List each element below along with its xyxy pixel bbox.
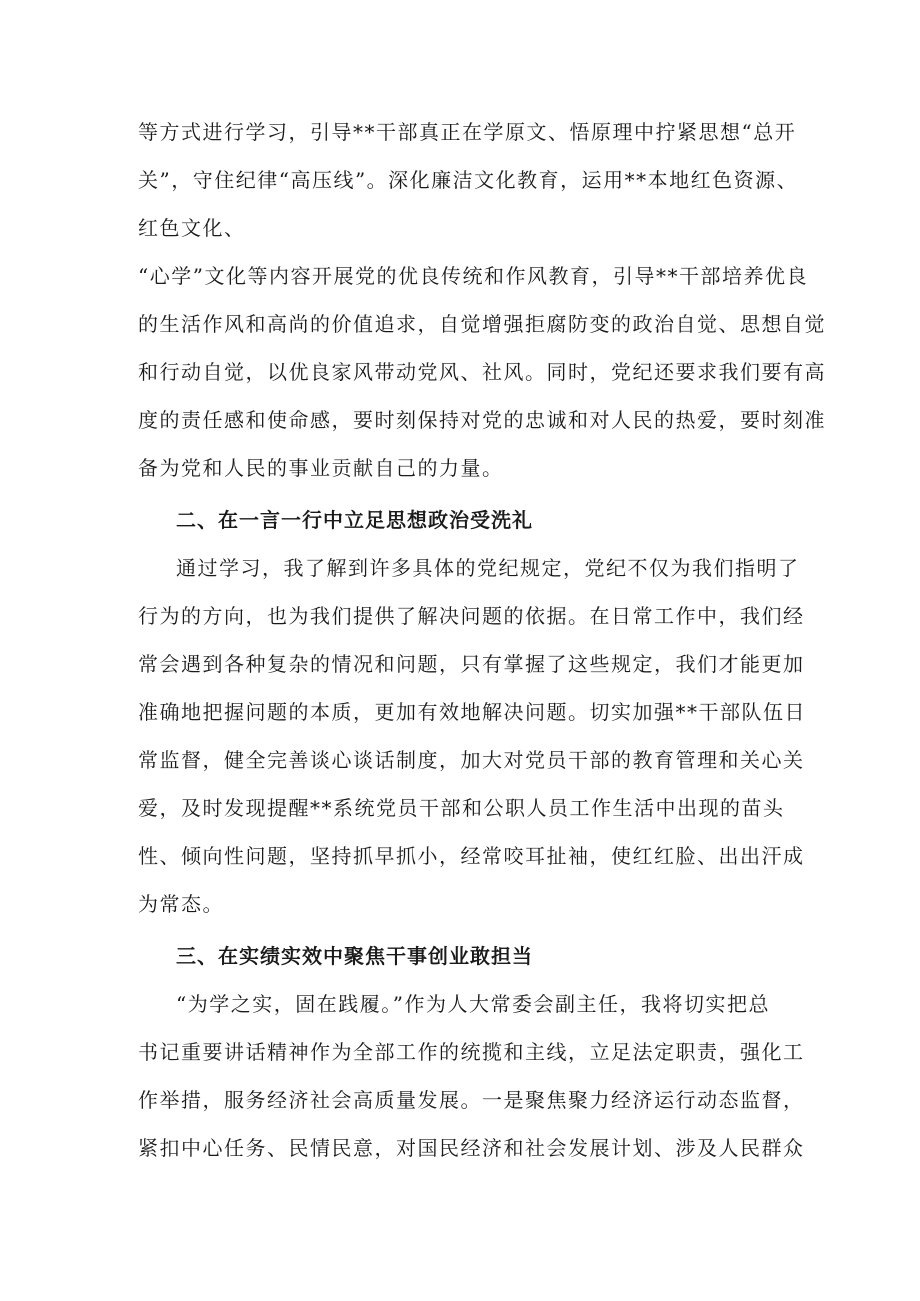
body-text-line: 和行动自觉，以优良家风带动党风、社风。同时，党纪还要求我们要有高 [138,360,826,384]
body-text-line: 书记重要讲话精神作为全部工作的统揽和主线，立足法定职责，强化工 [138,1040,805,1064]
body-text-line: 性、倾向性问题，坚持抓早抓小，经常咬耳扯袖，使红红脸、出出汗成 [138,844,805,868]
paragraph-first-line: 通过学习，我了解到许多具体的党纪规定，党纪不仅为我们指明了 [176,556,800,580]
paragraph-first-line: “为学之实，固在践履。”作为人大常委会副主任，我将切实把总 [176,992,770,1016]
body-text-line: 常监督，健全完善谈心谈话制度，加大对党员干部的教育管理和关心关 [138,748,805,772]
body-text-line: 为常态。 [138,892,224,916]
body-text-line: 等方式进行学习，引导**干部真正在学原文、悟原理中拧紧思想“总开 [138,120,797,144]
body-text-line: 红色文化、 [138,216,246,240]
body-text-line: 常会遇到各种复杂的情况和问题，只有掌握了这些规定，我们才能更加 [138,652,805,676]
body-text-line: 准确地把握问题的本质，更加有效地解决问题。切实加强**干部队伍日 [138,700,806,724]
body-text-line: 度的责任感和使命感，要时刻保持对党的忠诚和对人民的热爱，要时刻准 [138,408,826,432]
section-heading: 二、在一言一行中立足思想政治受洗礼 [176,508,533,532]
body-text-line: “心学”文化等内容开展党的优良传统和作风教育，引导**干部培养优良 [138,264,808,288]
body-text-line: 的生活作风和高尚的价值追求，自觉增强拒腐防变的政治自觉、思想自觉 [138,312,826,336]
body-text-line: 作举措，服务经济社会高质量发展。一是聚焦聚力经济运行动态监督， [138,1088,805,1112]
body-text-line: 关”，守住纪律“高压线”。深化廉洁文化教育，运用**本地红色资源、 [138,168,799,192]
section-heading: 三、在实绩实效中聚焦干事创业敢担当 [176,944,533,968]
body-text-line: 紧扣中心任务、民情民意，对国民经济和社会发展计划、涉及人民群众 [138,1136,805,1160]
body-text-line: 爱，及时发现提醒**系统党员干部和公职人员工作生活中出现的苗头 [138,796,785,820]
body-text-line: 备为党和人民的事业贡献自己的力量。 [138,456,504,480]
body-text-line: 行为的方向，也为我们提供了解决问题的依据。在日常工作中，我们经 [138,604,805,628]
